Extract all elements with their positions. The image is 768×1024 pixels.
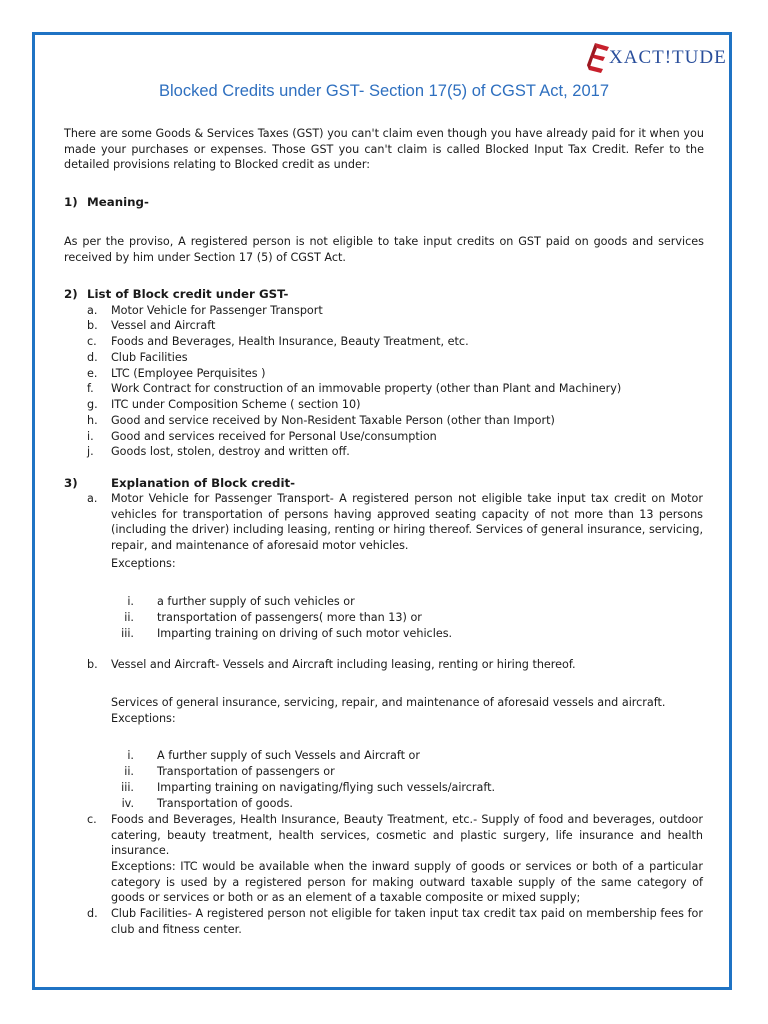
list-item-label: e. xyxy=(87,367,98,380)
item-b-exceptions: Exceptions: xyxy=(111,712,176,725)
logo-mark-icon xyxy=(585,41,611,75)
list-item-label: h. xyxy=(87,414,98,427)
exception-item: Imparting training on driving of such motor vehicles. xyxy=(157,627,453,640)
item-a-label: a. xyxy=(87,492,98,505)
list-item-label: g. xyxy=(87,398,98,411)
list-item: Work Contract for construction of an immovable property (other than Plant and Machinery) xyxy=(111,382,622,395)
item-d-label: d. xyxy=(87,907,98,920)
list-item: Good and service received by Non-Resident Taxable Person (other than Import) xyxy=(111,414,555,427)
list-item: Motor Vehicle for Passenger Transport xyxy=(111,304,323,317)
item-b-text: Vessel and Aircraft- Vessels and Aircraft including leasing, renting or hiring thereof. xyxy=(111,658,576,671)
logo-text: XACT!TUDE xyxy=(609,47,727,68)
list-item-label: b. xyxy=(87,319,98,332)
roman-label: ii. xyxy=(124,765,134,778)
section-1-heading: Meaning- xyxy=(87,195,149,209)
list-item-label: d. xyxy=(87,351,98,364)
roman-label: i. xyxy=(127,749,134,762)
section-2-number: 2) xyxy=(64,287,78,301)
section-2-heading: List of Block credit under GST- xyxy=(87,287,289,301)
list-item: Foods and Beverages, Health Insurance, Beauty Treatment, etc. xyxy=(111,335,469,348)
roman-label: ii. xyxy=(124,611,134,624)
list-item: ITC under Composition Scheme ( section 10) xyxy=(111,398,361,411)
roman-label: iv. xyxy=(121,797,134,810)
item-c-text: Foods and Beverages, Health Insurance, Beauty Treatment, etc.- Supply of food and beverages, outdoor catering, beauty treatment, health services, cosmetic and plastic surgery, life insurance and health insurance. xyxy=(111,813,703,858)
item-a-text: Motor Vehicle for Passenger Transport- A registered person not eligible take input tax credit on Motor vehicles for transportation of persons having approved seating capacity of not more than 13 persons (including the driver) including leasing, renting or hiring thereof. Services of general insurance, servicing, repair, and maintenance of aforesaid motor vehicles. xyxy=(111,492,703,552)
exception-item: transportation of passengers( more than 13) or xyxy=(157,611,422,624)
list-item: Good and services received for Personal Use/consumption xyxy=(111,430,437,443)
section-1-number: 1) xyxy=(64,195,78,209)
section-1-text: As per the proviso, A registered person is not eligible to take input credits on GST paid on goods and services received by him under Section 17 (5) of CGST Act. xyxy=(64,235,704,264)
brand-logo xyxy=(585,40,727,76)
list-item: LTC (Employee Perquisites ) xyxy=(111,367,266,380)
item-b-text-2: Services of general insurance, servicing, repair, and maintenance of aforesaid vessels and aircraft. xyxy=(111,696,666,709)
list-item-label: i. xyxy=(87,430,94,443)
exception-item: Transportation of goods. xyxy=(157,797,293,810)
list-item-label: a. xyxy=(87,304,98,317)
roman-label: iii. xyxy=(121,781,134,794)
item-d-text: Club Facilities- A registered person not eligible for taken input tax credit tax paid on membership fees for club and fitness center. xyxy=(111,907,703,936)
intro-paragraph: There are some Goods & Services Taxes (GST) you can't claim even though you have already paid for it when you made your purchases or expenses. Those GST you can't claim is called Blocked Input Tax Credit. Refer to the detailed provisions relating to Blocked credit as under: xyxy=(64,127,704,172)
page-title: Blocked Credits under GST- Section 17(5) of CGST Act, 2017 xyxy=(159,82,609,100)
roman-label: i. xyxy=(127,595,134,608)
item-b-label: b. xyxy=(87,658,98,671)
list-item-label: c. xyxy=(87,335,97,348)
list-item-label: j. xyxy=(87,445,94,458)
section-3-number: 3) xyxy=(64,476,78,490)
section-3-heading: Explanation of Block credit- xyxy=(111,476,296,490)
list-item: Goods lost, stolen, destroy and written off. xyxy=(111,445,350,458)
item-c-label: c. xyxy=(87,813,97,826)
exception-item: A further supply of such Vessels and Aircraft or xyxy=(157,749,420,762)
item-c-text-2: Exceptions: ITC would be available when the inward supply of goods or services or both of a particular category is used by a registered person for making outward taxable supply of the same category of goods or services or both or as an element of a taxable composite or mixed supply; xyxy=(111,860,703,905)
list-item-label: f. xyxy=(87,382,94,395)
exception-item: Transportation of passengers or xyxy=(157,765,335,778)
roman-label: iii. xyxy=(121,627,134,640)
list-item: Vessel and Aircraft xyxy=(111,319,216,332)
exception-item: a further supply of such vehicles or xyxy=(157,595,355,608)
exception-item: Imparting training on navigating/flying such vessels/aircraft. xyxy=(157,781,496,794)
item-a-exceptions: Exceptions: xyxy=(111,557,176,570)
list-item: Club Facilities xyxy=(111,351,188,364)
